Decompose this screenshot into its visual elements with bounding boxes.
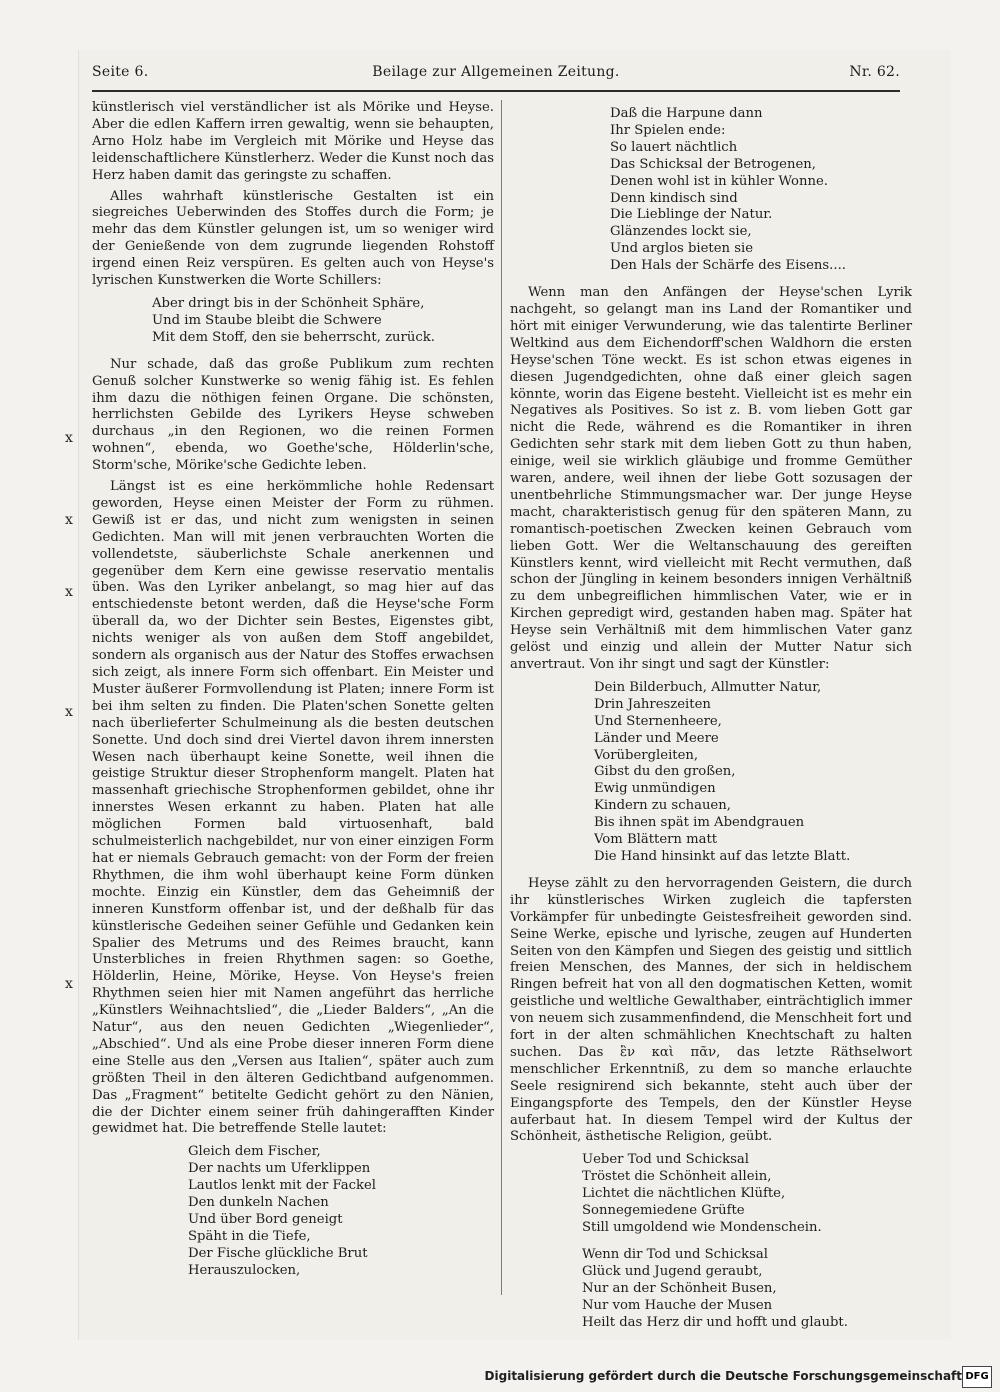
verse-line: Nur an der Schönheit Busen, <box>582 1280 777 1296</box>
footer-bar <box>0 1362 1000 1392</box>
verse-line: Gibst du den großen, <box>594 764 736 780</box>
verse-line: Und arglos bieten sie <box>610 241 754 257</box>
verse-line: Und Sternenheere, <box>594 713 722 729</box>
verse-line: Denn kindisch sind <box>610 190 738 206</box>
margin-mark: x <box>65 512 73 528</box>
verse-line: Glück und Jugend geraubt, <box>582 1263 763 1279</box>
verse-block <box>510 106 912 275</box>
verse-line: Die Lieblinge der Natur. <box>610 207 773 223</box>
verse-line: Das Schicksal der Betrogenen, <box>610 156 816 172</box>
verse-line: Vom Blättern matt <box>594 832 718 848</box>
verse-line: Drin Jahreszeiten <box>594 696 711 712</box>
dfg-logo: DFG <box>962 1366 992 1388</box>
verse-line: Ewig unmündigen <box>594 781 716 797</box>
verse-line: Späht in die Tiefe, <box>188 1228 311 1244</box>
verse-line: Den Hals der Schärfe des Eisens.... <box>610 258 846 274</box>
verse-line: Den dunkeln Nachen <box>188 1195 329 1211</box>
verse-line: Denen wohl ist in kühler Wonne. <box>610 173 828 189</box>
verse-line: Wenn dir Tod und Schicksal <box>582 1246 768 1262</box>
margin-mark: x <box>65 430 73 446</box>
verse-block <box>510 1247 912 1332</box>
funding-note: Digitalisierung gefördert durch die Deutsche Forschungsgemeinschaft <box>484 1369 962 1383</box>
verse-block <box>510 1152 912 1237</box>
paragraph: Nur schade, daß das große Publikum zum rechten Genuß solcher Kunstwerke so wenig fähig ist. Es fehlen ihm dazu die nöthigen feinen Organe. Die schönsten, herrlichsten Gebilde des Lyrikers Heyse schweben durchaus „in den Regionen, wo die reinen Formen wohnen“, ebenda, wo Goethe'sche, Hölderlin'sche, Storm'sche, Mörike'sche Gedichte leben. <box>92 356 494 474</box>
right-column <box>510 100 912 1341</box>
verse-line: Ueber Tod und Schicksal <box>582 1152 749 1168</box>
paragraph: Wenn man den Anfängen der Heyse'schen Lyrik nachgeht, so gelangt man ins Land der Romantiker und hört mit einiger Verwunderung, wie das talentirte Berliner Weltkind aus dem Eichendorff'schen Waldhorn die ersten Heyse'schen Töne weckt. Es ist schon etwas eigenes in diesen Jugendgedichten, ohne daß einer gleich sagen könnte, worin das Eigene besteht. Vielleicht ist es mehr ein Negatives als Positives. So ist z. B. vom lieben Gott gar nicht die Rede, während es die Romantiker in ihren Gedichten sehr stark mit dem lieben Gott zu thun haben, einige, weil sie wirklich gläubige und fromme Gemüther waren, andere, weil ihnen der liebe Gott sozusagen der unentbehrliche Stimmungsmacher war. Der junge Heyse macht, charakteristisch genug für den späteren Mann, zu romantisch-poetischen Zwecken keinen Gebrauch vom lieben Gott. Wer die Weltanschauung des gereiften Künstlers kennt, wird vielleicht mit Recht vermuthen, daß schon der Jüngling in keinem besonders innigen Verhältniß zu dem unbegreiflichen himmlischen Vater, wie er in Kirchen gepredigt wird, gestanden haben mag. Später hat Heyse sein Verhältniß mit dem himmlischen Vater ganz gelöst und einzig und allein der Mutter Natur sich anvertraut. Von ihr singt und sagt der Künstler: <box>510 285 912 672</box>
verse-line: Nur vom Hauche der Musen <box>582 1297 773 1313</box>
verse-line: Lichtet die nächtlichen Klüfte, <box>582 1186 786 1202</box>
verse-line: Länder und Meere <box>594 730 719 746</box>
paragraph: Heyse zählt zu den hervorragenden Geistern, die durch ihr künstlerisches Wirken zugleich die tapfersten Vorkämpfer für unbedingte Geistesfreiheit geworden sind. Seine Werke, epische und lyrische, zeugen auf Hunderten Seiten von den Kämpfen und Siegen des geistig und sittlich freien Menschen, des Mannes, der sich in heldischem Ringen befreit hat von all den dogmatischen Ketten, womit geistliche und weltliche Gewalthaber, einträchtiglich immer von neuem sich zusammenfindend, die Menschheit fort und fort in der alten schmählichen Knechtschaft zu halten suchen. Das ἓν καὶ πᾶν, das letzte Räthselwort menschlicher Erkenntniß, zu dem so manche erlauchte Seele resignirend sich bekannte, steht auch über der Eingangspforte des Tempels, den der Künstler Heyse auferbaut hat. In diesem Tempel wird der Kultus der Schönheit, ästhetische Religion, geübt. <box>510 875 912 1145</box>
margin-mark: x <box>65 584 73 600</box>
margin-mark: x <box>65 976 73 992</box>
verse-line: Dein Bilderbuch, Allmutter Natur, <box>594 679 822 695</box>
verse-line: Und über Bord geneigt <box>188 1212 343 1227</box>
verse-line: Mit dem Stoff, den sie beherrscht, zurück. <box>152 329 435 345</box>
verse-line: Herauszulocken, <box>188 1262 301 1278</box>
paragraph: künstlerisch viel verständlicher ist als Mörike und Heyse. Aber die edlen Kaffern irren gewaltig, wenn sie behaupten, Arno Holz habe im Vergleich mit Mörike und Heyse das leidenschaftlichere Künstlerherz. Weder die Kunst noch das Herz haben damit das geringste zu schaffen. <box>92 100 494 183</box>
verse-line: Vorübergleiten, <box>594 747 699 763</box>
verse-line: Sonnegemiedene Grüfte <box>582 1203 745 1219</box>
verse-line: Ihr Spielen ende: <box>610 122 726 138</box>
paragraph: Längst ist es eine herkömmliche hohle Redensart geworden, Heyse einen Meister der Form zu rühmen. Gewiß ist er das, und nicht zum wenigsten in seinen Gedichten. Man will mit jenen verbrauchten Worten die vollendetste, säuberlichste Schale anerkennen und gegenüber dem Kern eine gewisse reservatio mentalis üben. Was den Lyriker anbelangt, so mag hier auf das entschiedenste betont werden, daß die Heyse'sche Form überall da, wo der Dichter sein Bestes, Eigenstes gibt, nichts weniger als von außen dem Stoff angebildet, sondern als organisch aus der Natur des Stoffes erwachsen sich zeigt, als innere Form sich offenbart. Ein Meister und Muster äußerer Formvollendung ist Platen; innere Form ist bei ihm selten zu finden. Die Platen'schen Sonette gelten nach überlieferter Schulmeinung als die besten deutschen Sonette. Und doch sind drei Viertel davon ihrem innersten Wesen nach überhaupt keine Sonette, weil ihnen die geistige Struktur dieser Strophenform mangelt. Platen hat massenhaft griechische Strophenformen gebildet, ohne ihr innerstes Wesen erkannt zu haben. Platen hat alle möglichen Formen bald virtuosenhaft, bald schulmeisterlich nachgebildet, nur von einer einzigen Form hat er niemals Gebrauch gemacht: von der Form der freien Rhythmen, die ihm wohl überhaupt keine Form dünken mochte. Einzig ein Künstler, dem das Geheimniß der inneren Kunstform offenbar ist, und der deßhalb für das künstlerische Gedeihen seiner Gefühle und Gedanken kein Spalier des Metrums und des Reimes braucht, kann Unsterbliches in freien Rhythmen sagen: so Goethe, Hölderlin, Heine, Mörike, Heyse. Von Heyse's freien Rhythmen seien hier mit Namen angeführt das herrliche „Künstlers Weihnachtslied“, die „Lieder Balders“, „An die Natur“, aus den neuen Gedichten „Wiegenlieder“, „Abschied“. Und als eine Probe dieser inneren Form diene eine Stelle aus den „Versen aus Italien“, später auch zum größten Theil in den älteren Gedichtband aufgenommen. Das „Fragment“ betitelte Gedicht gehört zu den Nänien, die der Dichter einem seiner früh dahingerafften Kinder gewidmet hat. Die betreffende Stelle lautet: <box>92 479 494 1137</box>
verse-line: Glänzendes lockt sie, <box>610 224 752 240</box>
column-separator <box>501 100 502 1295</box>
verse-line: Tröstet die Schönheit allein, <box>582 1169 772 1185</box>
page-number: Seite 6. <box>92 64 149 80</box>
verse-line: Still umgoldend wie Mondenschein. <box>582 1220 822 1235</box>
verse-line: Aber dringt bis in der Schönheit Sphäre, <box>152 295 425 311</box>
page-header <box>92 64 900 86</box>
verse-line: Gleich dem Fischer, <box>188 1144 321 1160</box>
verse-line: So lauert nächtlich <box>610 139 738 155</box>
verse-block <box>92 296 494 347</box>
verse-line: Bis ihnen spät im Abendgrauen <box>594 815 805 831</box>
paragraph: Alles wahrhaft künstlerische Gestalten ist ein siegreiches Ueberwinden des Stoffes durch die Form; je mehr das dem Künstler gelungen ist, um so weniger wird der Genießende von dem zugrunde liegenden Rohstoff irgend einen Reiz verspüren. Es gelten auch von Heyse's lyrischen Kunstwerken die Worte Schillers: <box>92 188 494 289</box>
verse-line: Der Fische glückliche Brut <box>188 1245 368 1261</box>
left-column <box>92 100 494 1290</box>
header-rule <box>92 90 900 92</box>
verse-line: Der nachts um Uferklippen <box>188 1161 371 1177</box>
verse-line: Lautlos lenkt mit der Fackel <box>188 1178 376 1194</box>
verse-line: Die Hand hinsinkt auf das letzte Blatt. <box>594 848 851 864</box>
verse-line: Und im Staube bleibt die Schwere <box>152 312 382 328</box>
verse-line: Heilt das Herz dir und hofft und glaubt. <box>582 1314 848 1330</box>
verse-line: Kindern zu schauen, <box>594 798 731 814</box>
margin-mark: x <box>65 704 73 720</box>
issue-number: Nr. 62. <box>849 64 900 80</box>
verse-block <box>510 680 912 866</box>
verse-block <box>92 1144 494 1279</box>
publication-title: Beilage zur Allgemeinen Zeitung. <box>372 64 620 80</box>
verse-line: Daß die Harpune dann <box>610 106 763 121</box>
